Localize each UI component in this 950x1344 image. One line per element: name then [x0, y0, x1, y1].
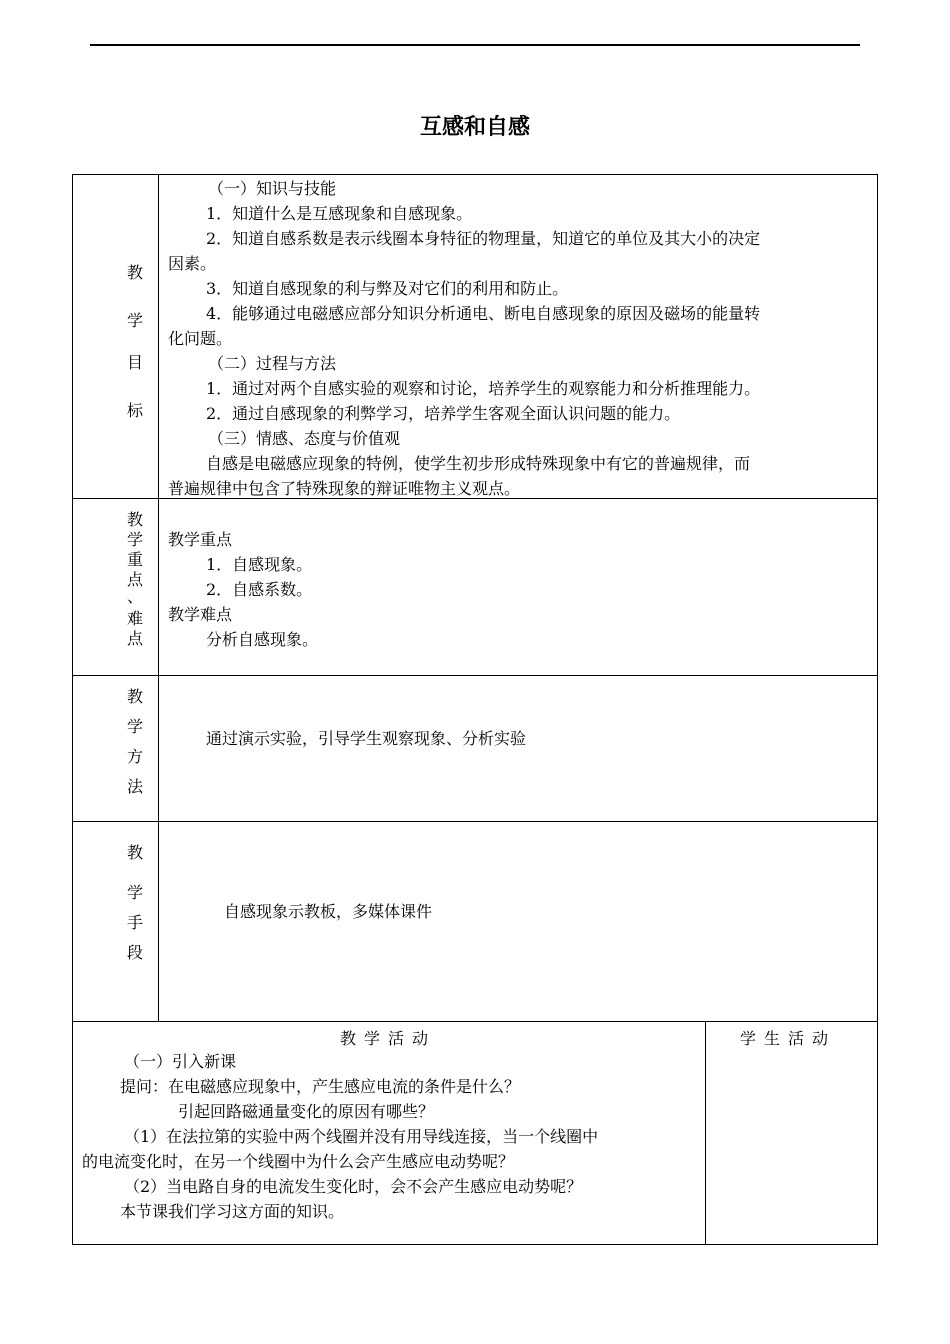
label-char: 学 — [126, 717, 143, 736]
label-char: 手 — [126, 913, 143, 932]
label-char: 教 — [126, 843, 143, 862]
key-point-line: 教学难点 — [168, 605, 233, 624]
label-char: 法 — [126, 777, 143, 796]
objective-line: 化问题。 — [168, 329, 233, 348]
objective-line: 3．知道自感现象的利与弊及对它们的利用和防止。 — [206, 279, 569, 298]
activity-line: 的电流变化时，在另一个线圈中为什么会产生感应电动势呢？ — [82, 1152, 515, 1171]
label-char: 学 — [126, 883, 143, 902]
label-char: 学 — [126, 530, 143, 549]
objective-line: 普遍规律中包含了特殊现象的辩证唯物主义观点。 — [168, 479, 521, 498]
objective-line: 因素。 — [168, 254, 217, 273]
column-divider — [705, 1021, 706, 1245]
label-char: 目 — [126, 353, 143, 372]
key-point-line: 分析自感现象。 — [206, 630, 319, 649]
key-point-line: 1．自感现象。 — [206, 555, 313, 574]
objective-line: （三）情感、态度与价值观 — [208, 429, 401, 448]
label-char: 点 — [126, 629, 143, 648]
label-char: 学 — [126, 311, 143, 330]
objective-line: 4．能够通过电磁感应部分知识分析通电、断电自感现象的原因及磁场的能量转 — [206, 304, 761, 323]
label-char: 教 — [126, 687, 143, 706]
label-char: 方 — [126, 747, 143, 766]
activity-line: 本节课我们学习这方面的知识。 — [120, 1202, 345, 1221]
objective-line: 2．通过自感现象的利弊学习，培养学生客观全面认识问题的能力。 — [206, 404, 681, 423]
label-char: 教 — [126, 510, 143, 529]
objective-line: 1．知道什么是互感现象和自感现象。 — [206, 204, 473, 223]
teacher-activity-header: 教学活动 — [340, 1029, 437, 1048]
activity-line: （2）当电路自身的电流发生变化时，会不会产生感应电动势呢？ — [124, 1177, 583, 1196]
label-char: 重 — [126, 550, 143, 569]
row-divider — [72, 821, 878, 822]
means-text: 自感现象示教板，多媒体课件 — [224, 902, 433, 921]
method-text: 通过演示实验，引导学生观察现象、分析实验 — [206, 729, 527, 748]
activity-line: （1）在法拉第的实验中两个线圈并没有用导线连接，当一个线圈中 — [124, 1127, 599, 1146]
objective-line: （二）过程与方法 — [208, 354, 337, 373]
label-char: 、 — [126, 587, 143, 606]
label-char: 点 — [126, 570, 143, 589]
row-divider — [72, 1021, 878, 1022]
activity-line: （一）引入新课 — [124, 1052, 237, 1071]
key-point-line: 2．自感系数。 — [206, 580, 313, 599]
page-title: 互感和自感 — [419, 115, 530, 140]
objective-line: 2．知道自感系数是表示线圈本身特征的物理量，知道它的单位及其大小的决定 — [206, 229, 761, 248]
label-char: 难 — [126, 609, 143, 628]
header-rule — [90, 44, 860, 46]
label-char: 教 — [126, 263, 143, 282]
row-divider — [72, 675, 878, 676]
key-point-line: 教学重点 — [168, 530, 233, 549]
objective-line: 1．通过对两个自感实验的观察和讨论，培养学生的观察能力和分析推理能力。 — [206, 379, 761, 398]
column-divider — [158, 174, 159, 1021]
objective-line: （一）知识与技能 — [208, 179, 337, 198]
activity-line: 引起回路磁通量变化的原因有哪些？ — [178, 1102, 435, 1121]
label-char: 段 — [126, 943, 143, 962]
objective-line: 自感是电磁感应现象的特例，使学生初步形成特殊现象中有它的普遍规律，而 — [206, 454, 751, 473]
activity-line: 提问：在电磁感应现象中，产生感应电流的条件是什么？ — [120, 1077, 521, 1096]
student-activity-header: 学生活动 — [740, 1029, 837, 1048]
label-char: 标 — [126, 401, 143, 420]
